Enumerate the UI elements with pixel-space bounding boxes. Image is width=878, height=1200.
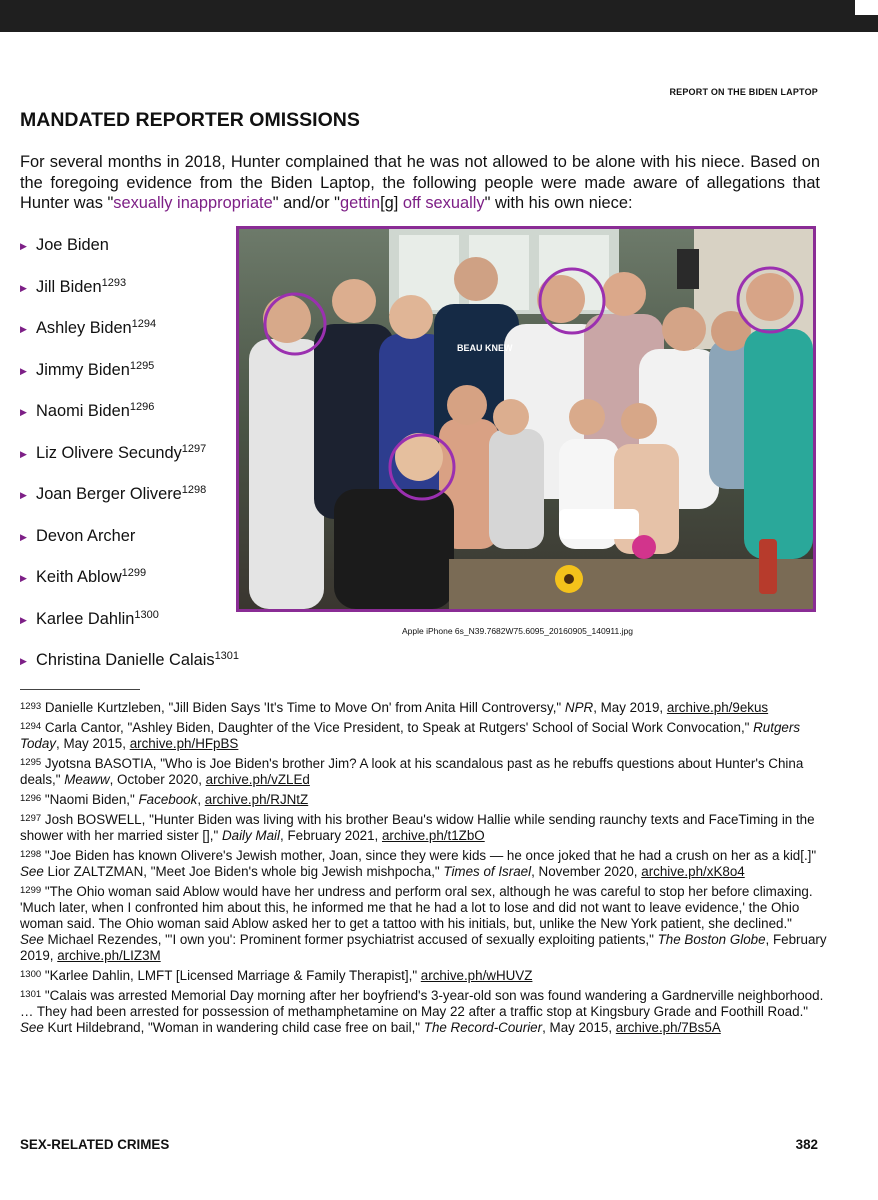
- bullet-triangle-icon: ▶: [20, 324, 27, 334]
- footnote-ref: 1297: [181, 442, 207, 455]
- bullet-triangle-icon: ▶: [20, 365, 27, 376]
- footnote-ref: 1294: [131, 318, 157, 330]
- footnote-divider: [20, 689, 140, 690]
- top-dark-bar: [0, 0, 878, 32]
- archive-link[interactable]: archive.ph/t1ZbO: [381, 828, 485, 843]
- footnotes: [20, 699, 830, 1039]
- person-name: Joan Berger Olivere: [36, 485, 182, 503]
- footnote: $^{1293}$ Danielle Kurtzleben, "Jill Biden Says 'It's Time to Move On' from Anita Hill Controversy," NPR, May 2019, archive.ph/9ekus: [20, 700, 769, 715]
- intro-quote-2b: off sexually: [398, 194, 485, 212]
- footnote-ref: 1300: [134, 608, 159, 621]
- table: [449, 559, 813, 609]
- footnote-ref: 1295: [129, 359, 155, 372]
- footnote-ref: 1296: [129, 401, 155, 413]
- footnote: $^{1297}$ Josh BOSWELL, "Hunter Biden was living with his brother Beau's widow Hallie while sending raunchy texts and FaceTiming in the shower with her married sister []," Daily Mail, February 2021, archive.ph/t1ZbO: [20, 812, 815, 843]
- bullet-triangle-icon: ▶: [20, 656, 27, 666]
- intro-text-3: " with his own niece:: [484, 194, 633, 212]
- footnote: $^{1295}$ Jyotsna BASOTIA, "Who is Joe Biden's brother Jim? A look at his scandalous past as he rebuffs questions about Hunter's China deals," Meaww, October 2020, archive.ph/vZLEd: [20, 756, 804, 787]
- shirt-text: BEAU KNEW: [457, 343, 513, 353]
- footnote-ref: 1301: [214, 650, 240, 662]
- intro-paragraph: [20, 152, 820, 214]
- person-name: Devon Archer: [36, 526, 136, 545]
- person-name: Jill Biden: [36, 277, 102, 296]
- archive-link[interactable]: archive.ph/HFpBS: [129, 736, 239, 751]
- archive-link[interactable]: archive.ph/RJNtZ: [204, 792, 309, 807]
- intro-bracket: [g]: [380, 194, 399, 212]
- archive-link[interactable]: archive.ph/7Bs5A: [615, 1020, 721, 1035]
- bottle-icon: [759, 539, 777, 594]
- flowers-icon: [632, 535, 656, 559]
- person-name: Christina Danielle Calais: [36, 651, 215, 669]
- footnote-ref: 1298: [181, 484, 207, 496]
- bullet-triangle-icon: ▶: [20, 282, 27, 293]
- archive-link[interactable]: archive.ph/9ekus: [666, 700, 769, 715]
- intro-text-2: " and/or ": [272, 194, 340, 212]
- footer-section: SEX-RELATED CRIMES: [20, 1137, 170, 1152]
- footnote: $^{1294}$ Carla Cantor, "Ashley Biden, Daughter of the Vice President, to Speak at Rutgers' School of Social Work Convocation," Rutgers Today, May 2015, archive.ph/HFpBS: [20, 720, 801, 751]
- bullet-triangle-icon: ▶: [20, 573, 27, 583]
- intro-quote-2a: gettin: [339, 194, 381, 212]
- photo-illustration: [239, 229, 813, 609]
- lantern-icon: [677, 249, 699, 289]
- page-number: 382: [795, 1137, 818, 1152]
- running-head: REPORT ON THE BIDEN LAPTOP: [669, 87, 818, 97]
- family-photo: [236, 226, 816, 612]
- person-name: Joe Biden: [36, 236, 109, 254]
- bullet-triangle-icon: ▶: [20, 531, 27, 542]
- person-name: Karlee Dahlin: [36, 609, 135, 628]
- footnote: $^{1300}$ "Karlee Dahlin, LMFT [Licensed Marriage & Family Therapist]," archive.ph/wHUVZ: [20, 968, 533, 983]
- bullet-triangle-icon: ▶: [20, 614, 27, 625]
- archive-link[interactable]: archive.ph/LIZ3M: [57, 948, 161, 963]
- archive-link[interactable]: archive.ph/wHUVZ: [420, 968, 533, 983]
- bullet-triangle-icon: ▶: [20, 241, 27, 251]
- footnote: $^{1301}$ "Calais was arrested Memorial Day morning after her boyfriend's 3-year-old son was found wandering a Gardnerville neighborhood. … They had been arrested for possession of methamphetamine on May 22 after a traffic stop at Kingsbury Grade and Foothill Road." See Kurt Hildebrand, "Woman in wandering child case free on bail," The Record-Courier, May 2015, archive.ph/7Bs5A: [20, 988, 824, 1035]
- person-name: Liz Olivere Secundy: [36, 443, 182, 462]
- archive-link[interactable]: archive.ph/xK8o4: [641, 864, 745, 879]
- intro-quote-1: sexually inappropriate: [113, 194, 273, 212]
- cake: [559, 509, 639, 539]
- person-name: Keith Ablow: [36, 568, 122, 586]
- person-name: Jimmy Biden: [36, 360, 130, 379]
- person-name: Naomi Biden: [36, 402, 130, 420]
- archive-link[interactable]: archive.ph/vZLEd: [205, 772, 310, 787]
- bullet-triangle-icon: ▶: [20, 407, 27, 417]
- footnote-ref: 1299: [121, 567, 147, 579]
- person-name: Ashley Biden: [36, 319, 132, 337]
- footnote: $^{1299}$ "The Ohio woman said Ablow would have her undress and perform oral sex, although he was careful to stop her before climaxing. 'Much later, when I confronted him about this, he informed me that he had a lot to lose and did not want to leave evidence,' the Ohio woman said. The Ohio woman said Ablow asked her to get a tattoo with his initials, but, unlike the New York patient, she declined." See Michael Rezendes, "'I own you': Prominent former psychiatrist accused of sexually exploiting patients," The Boston Globe, February 2019, archive.ph/LIZ3M: [20, 884, 827, 963]
- footnote-ref: 1293: [101, 276, 127, 289]
- bullet-triangle-icon: ▶: [20, 448, 27, 459]
- footnote: $^{1298}$ "Joe Biden has known Olivere's Jewish mother, Joan, since they were kids — he once joked that he had a crush on her as a kid[.]" See Lior ZALTZMAN, "Meet Joe Biden's whole big Jewish mishpocha," Times of Israel, November 2020, archive.ph/xK8o4: [20, 848, 817, 879]
- top-bar-corner: [855, 0, 878, 15]
- footnote: $^{1296}$ "Naomi Biden," Facebook, archive.ph/RJNtZ: [20, 792, 309, 807]
- section-title: MANDATED REPORTER OMISSIONS: [20, 109, 360, 131]
- bullet-triangle-icon: ▶: [20, 490, 27, 500]
- photo-caption: Apple iPhone 6s_N39.7682W75.6095_20160905_140911.jpg: [402, 626, 633, 636]
- intro-text-1: For several months in 2018, Hunter complained that he was not allowed to be alone with his niece. Based on the foregoing evidence from the Biden Laptop, the following people were made aware of allegations that Hunter was ": [20, 153, 820, 212]
